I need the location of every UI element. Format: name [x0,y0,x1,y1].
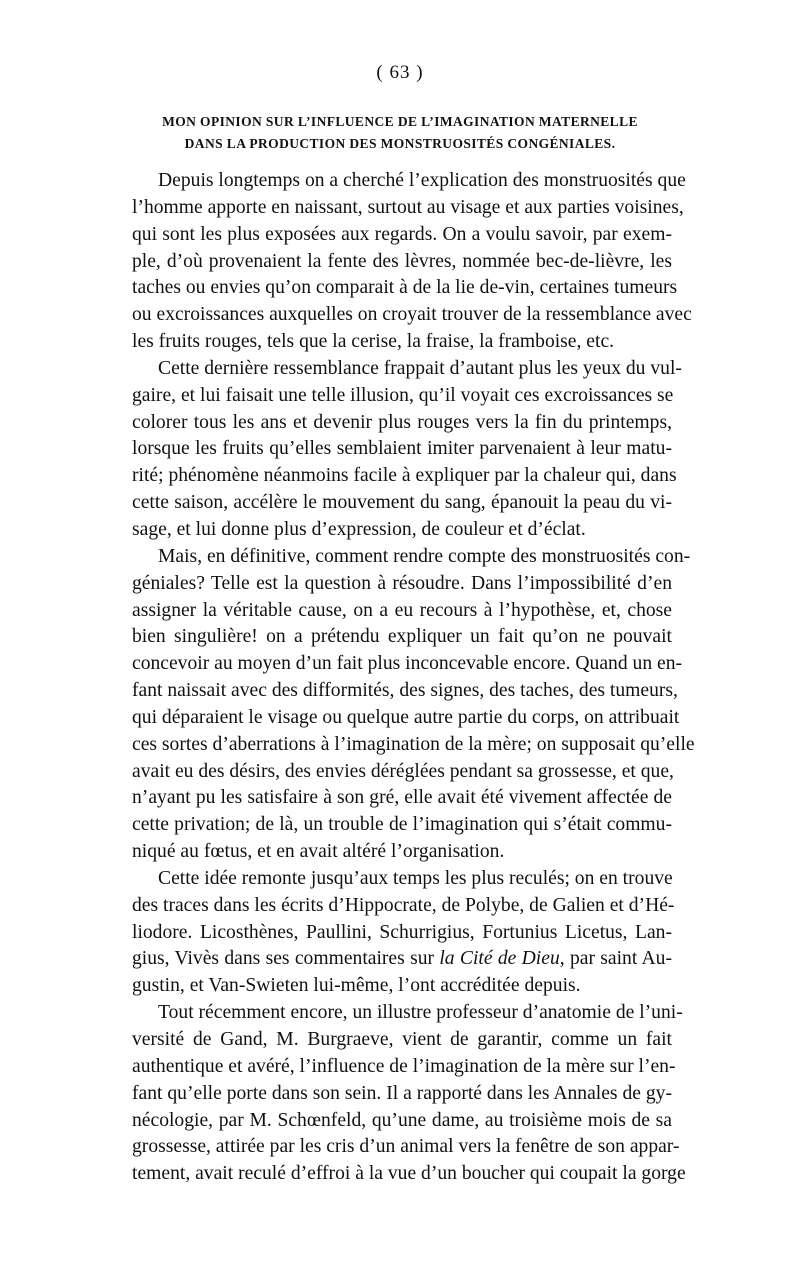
text-line: les fruits rouges, tels que la cerise, la fraise, la framboise, etc. [132,331,615,353]
text-line: l’homme apporte en naissant, surtout au visage et aux parties voisines, [132,196,684,218]
text-line: liodore. Licosthènes, Paullini, Schurrigius, Fortunius Licetus, Lan- [132,921,672,943]
italic-book-title: la Cité de Dieu [439,948,560,970]
text-line: ple, d’où provenaient la fente des lèvres, nommée bec-de-lièvre, les [132,250,672,272]
text-line: gustin, et Van-Swieten lui-même, l’ont accréditée depuis. [132,975,581,997]
paragraph-1 [132,168,692,356]
text-line: Cette dernière ressemblance frappait d’autant plus les yeux du vul- [158,357,682,379]
chapter-heading-line-2: DANS LA PRODUCTION DES MONSTRUOSITÉS CONGÉNIALES. [184,136,616,151]
text-line: ou excroissances auxquelles on croyait trouver de la ressemblance avec [132,304,692,326]
text-line: assigner la véritable cause, on a eu recours à l’hypothèse, et, chose [132,599,672,621]
text-line: qui sont les plus exposées aux regards. On a voulu savoir, par exem- [132,223,672,245]
text-line: qui déparaient le visage ou quelque autre partie du corps, on attribuait [132,706,680,728]
text-line: fant naissait avec des difformités, des signes, des taches, des tumeurs, [132,680,678,702]
page-number: ( 63 ) [376,62,424,83]
text-line: avait eu des désirs, des envies déréglées pendant sa grossesse, et que, [132,760,674,782]
text-line: Mais, en définitive, comment rendre compte des monstruosités con- [158,545,691,567]
text-line: authentique et avéré, l’influence de l’imagination de la mère sur l’en- [132,1055,676,1077]
text-line: cette privation; de là, un trouble de l’imagination qui s’était commu- [132,814,672,836]
text-segment: gius, Vivès dans ses commentaires sur [132,948,440,970]
text-line: géniales? Telle est la question à résoudre. Dans l’impossibilité d’en [132,572,672,594]
paragraph-3 [132,544,695,866]
text-line: ces sortes d’aberrations à l’imagination de la mère; on supposait qu’elle [132,733,695,755]
text-line: fant qu’elle porte dans son sein. Il a rapporté dans les Annales de gy- [132,1082,672,1104]
text-line-with-title [132,946,672,973]
text-segment: , par saint Au- [559,948,673,970]
text-line: rité; phénomène néanmoins facile à expliquer par la chaleur qui, dans [132,465,677,487]
text-line: concevoir au moyen d’un fait plus inconcevable encore. Quand un en- [132,653,683,675]
text-line: des traces dans les écrits d’Hippocrate, de Polybe, de Galien et d’Hé- [132,894,675,916]
text-line: n’ayant pu les satisfaire à son gré, elle avait été vivement affectée de [132,787,672,809]
text-line: tement, avait reculé d’effroi à la vue d’un boucher qui coupait la gorge [132,1163,686,1185]
text-line: lorsque les fruits qu’elles semblaient imiter parvenaient à leur matu- [132,438,672,460]
text-line: niqué au fœtus, et en avait altéré l’organisation. [132,841,505,863]
text-line: Cette idée remonte jusqu’aux temps les plus reculés; on en trouve [158,867,673,889]
text-line: sage, et lui donne plus d’expression, de couleur et d’éclat. [132,518,586,540]
text-line: grossesse, attirée par les cris d’un animal vers la fenêtre de son appar- [132,1136,680,1158]
text-line: colorer tous les ans et devenir plus rouges vers la fin du printemps, [132,411,672,433]
text-line: nécologie, par M. Schœnfeld, qu’une dame, au troisième mois de sa [132,1109,672,1131]
paragraph-5 [132,1000,686,1188]
paragraph-4 [132,866,675,1000]
body-text [132,168,695,1188]
text-line: versité de Gand, M. Burgraeve, vient de garantir, comme un fait [132,1029,672,1050]
text-line: gaire, et lui faisait une telle illusion, qu’il voyait ces excroissances se [132,384,674,406]
text-line: taches ou envies qu’on comparait à de la lie de-vin, certaines tumeurs [132,277,678,299]
text-line: Depuis longtemps on a cherché l’explication des monstruosités que [158,170,686,191]
paragraph-2 [132,356,682,544]
text-line: bien singulière! on a prétendu expliquer un fait qu’on ne pouvait [132,626,672,648]
text-line: cette saison, accélère le mouvement du sang, épanouit la peau du vi- [132,492,672,514]
chapter-heading-line-1: MON OPINION SUR L’INFLUENCE DE L’IMAGINATION MATERNELLE [162,114,638,129]
text-line: Tout récemment encore, un illustre professeur d’anatomie de l’uni- [158,1002,683,1024]
